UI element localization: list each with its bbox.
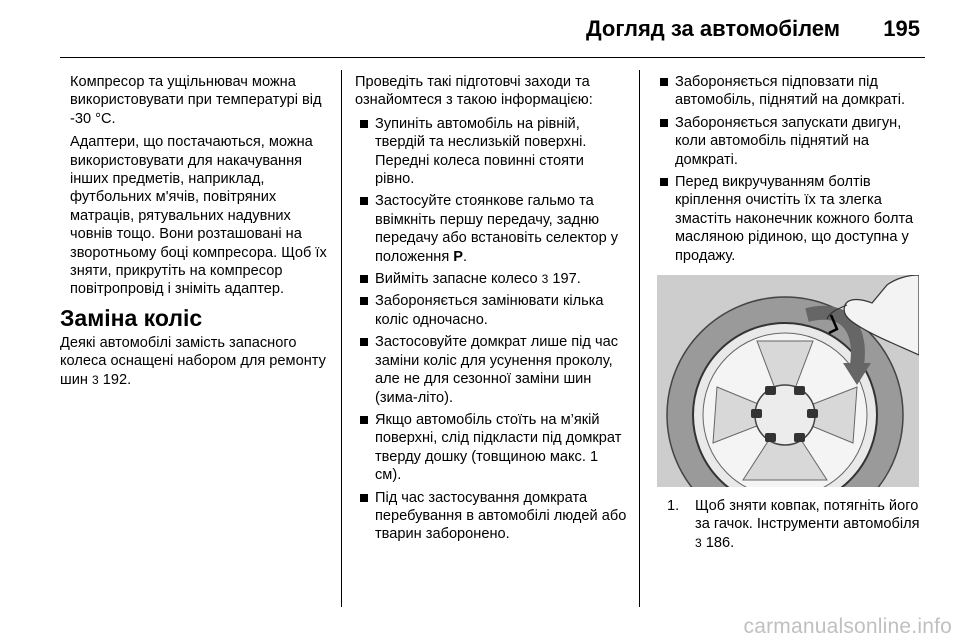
list-item-text: Забороняється підповзати під автомобіль, піднятий на домкраті.	[675, 74, 906, 109]
list-item-text: Під час застосування домкрата перебування в автомобілі людей або тварин заборонено.	[375, 489, 627, 543]
list-item-text: Забороняється запускати двигун, коли автомобіль піднятий на домкраті.	[675, 114, 902, 168]
list-item	[355, 292, 627, 329]
list-item	[355, 192, 627, 266]
bullet-icon	[360, 197, 368, 205]
reference-arrow-icon: 3	[541, 272, 549, 287]
bullet-icon	[360, 338, 368, 346]
bullet-icon	[360, 416, 368, 424]
reference-arrow-icon: 3	[695, 535, 702, 550]
bullet-icon	[360, 275, 368, 283]
list-item-text-end: .	[463, 248, 468, 265]
page-number: 195	[883, 16, 920, 41]
bullet-icon	[360, 494, 368, 502]
list-item	[355, 333, 627, 407]
list-item-text: Вийміть запасне колесо	[375, 271, 538, 288]
list-item-text: Якщо автомобіль стоїть на м’якій поверхні, слід підкласти під домкрат тверду дошку (товщиною макс. 1 см).	[375, 411, 622, 484]
list-item	[355, 115, 627, 189]
step-text: Щоб зняти ковпак, потягніть його за гачок. Інструменти автомобіля	[695, 498, 920, 533]
wheel-cover-illustration	[657, 275, 919, 487]
repair-kit-text: Деякі автомобілі замість запасного колеса оснащені набором для ремонту шин	[60, 334, 326, 388]
watermark: carmanualsonline.info	[743, 615, 952, 638]
column-left	[60, 73, 332, 394]
column-divider	[639, 70, 640, 607]
page-header	[0, 0, 960, 56]
header-rule	[60, 57, 925, 58]
list-item	[655, 114, 927, 169]
reference-arrow-icon: 3	[91, 372, 99, 387]
bullet-icon	[660, 119, 668, 127]
list-item-text: Забороняється замінювати кілька коліс одночасно.	[375, 293, 604, 328]
bullet-icon	[360, 297, 368, 305]
list-item-text: Застосовуйте домкрат лише під час заміни коліс для усунення проколу, але не для сезонної заміни шин (зима-літо).	[375, 334, 618, 406]
list-item-text: Зупиніть автомобіль на рівній, твердій та неслизькій поверхні. Передні колеса повинні стояти рівно.	[375, 115, 587, 188]
list-item	[655, 73, 927, 110]
step-caption	[655, 497, 927, 552]
preparation-list	[355, 115, 627, 544]
list-item-text: Перед викручуванням болтів кріплення очистіть їх та злегка змастіть наконечник кожного болта масляною рідиною, що доступна у продажу.	[675, 174, 914, 264]
safety-list	[655, 73, 927, 265]
list-item	[355, 489, 627, 544]
adapters-paragraph: Адаптери, що постачаються, можна використовувати для накачування інших предметів, наприклад, футбольних м'ячів, повітряних матраців, рятувальних надувних човнів тощо. Вони розташовані на зворотньому боці компресора. Щоб їх зняти, прикрутіть на компресор повітропровід і зніміть адаптер.	[70, 134, 327, 298]
list-item-text: Застосуйте стоянкове гальмо та ввімкніть першу передачу, задню передачу або встановіть селектор у положення	[375, 193, 619, 265]
column-right	[655, 73, 927, 552]
list-item	[355, 411, 627, 485]
page-reference[interactable]: 192.	[102, 371, 132, 388]
section-title: Заміна коліс	[60, 304, 203, 331]
compressor-temperature-paragraph: Компресор та ущільнювач можна використовувати при температурі від -30 °C.	[70, 74, 322, 127]
repair-kit-paragraph	[60, 334, 332, 389]
gear-position-p: P	[453, 248, 464, 265]
list-item	[355, 270, 627, 288]
bullet-icon	[360, 120, 368, 128]
page-reference[interactable]: 186.	[705, 534, 735, 551]
bullet-icon	[660, 78, 668, 86]
header-title: Догляд за автомобілем	[585, 16, 840, 41]
bullet-icon	[660, 178, 668, 186]
wheel-cover-drawing	[657, 275, 919, 487]
column-middle	[355, 73, 627, 548]
preparation-intro: Проведіть такі підготовчі заходи та ознайомтеся з такою інформацією:	[355, 74, 593, 109]
step-number: 1.	[667, 498, 680, 515]
column-divider	[341, 70, 342, 607]
list-item	[655, 173, 927, 265]
page-reference[interactable]: 197.	[552, 271, 581, 288]
